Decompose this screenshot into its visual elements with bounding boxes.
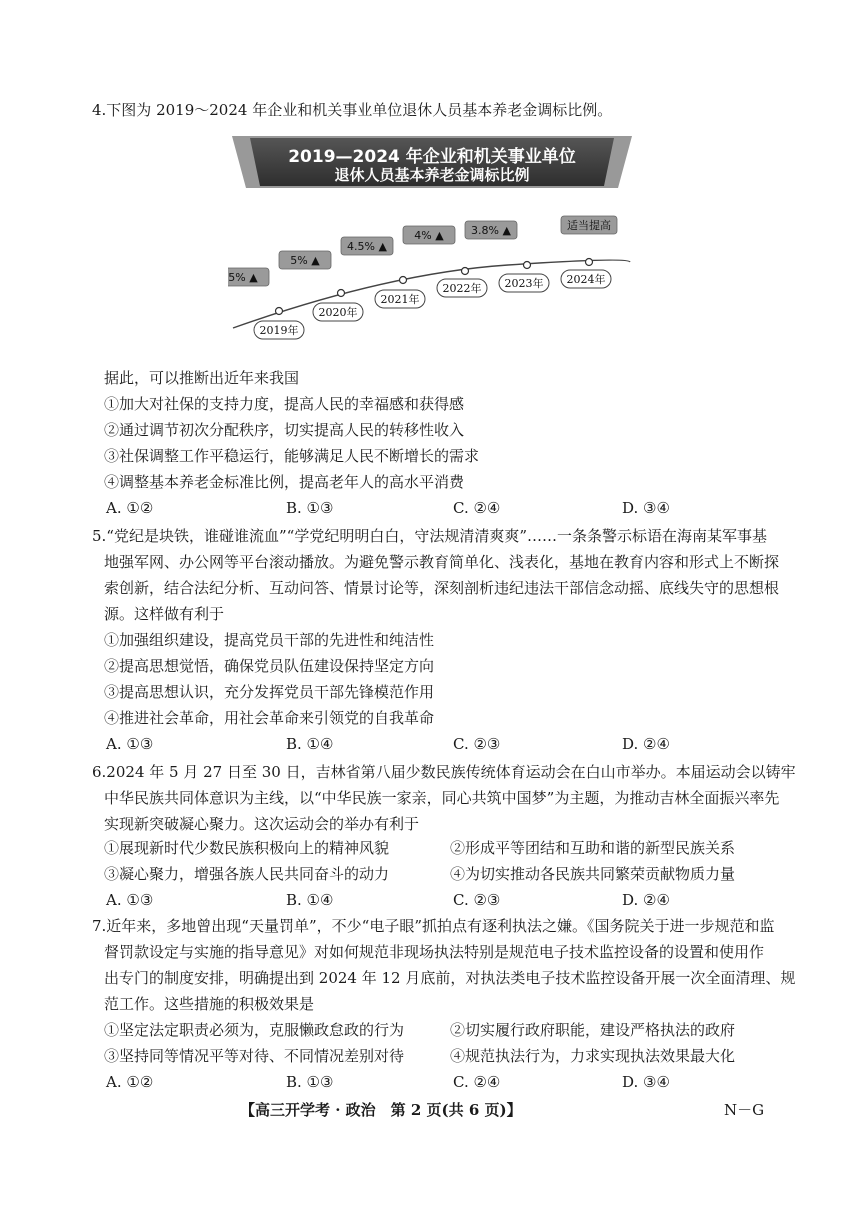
q5-option-c[interactable]: C. ②③ <box>453 735 501 753</box>
q6-line-2: 中华民族共同体意识为主线，以“中华民族一家亲，同心共筑中国梦”为主题，为推动吉林全面振兴率先 <box>104 789 780 807</box>
value-label-2: 4.5% ▲ <box>347 240 387 253</box>
q6-option-a[interactable]: A. ①③ <box>106 891 154 909</box>
q6-option-d[interactable]: D. ②④ <box>622 891 670 909</box>
q5-line-2: 地强军网、办公网等平台滚动播放。为避免警示教育简单化、浅表化，基地在教育内容和形式上不断探 <box>104 553 780 571</box>
year-label-5: 2024年 <box>566 273 606 286</box>
q7-line-1: 7.近年来，多地曾出现“天量罚单”，不少“电子眼”抓拍点有逐利执法之嫌。《国务院关于进一步规范和监 <box>92 917 775 935</box>
q4-statement-3: ③社保调整工作平稳运行，能够满足人民不断增长的需求 <box>104 447 480 465</box>
q6-statement-1: ①展现新时代少数民族积极向上的精神风貌 <box>104 839 390 857</box>
q5-line-1: 5.“党纪是块铁，谁碰谁流血”“学党纪明明白白，守法规清清爽爽”……一条条警示标语在海南某军事基 <box>92 527 767 545</box>
q7-line-4: 范工作。这些措施的积极效果是 <box>104 995 315 1013</box>
chart-title-line-2: 退休人员基本养老金调标比例 <box>334 166 530 184</box>
q5-option-d[interactable]: D. ②④ <box>622 735 670 753</box>
q7-option-c[interactable]: C. ②④ <box>453 1073 501 1091</box>
q4-statement-4: ④调整基本养老金标准比例，提高老年人的高水平消费 <box>104 473 465 491</box>
q5-statement-2: ②提高思想觉悟，确保党员队伍建设保持坚定方向 <box>104 657 435 675</box>
chart-title-line-1: 2019—2024 年企业和机关事业单位 <box>288 147 576 167</box>
q4-option-c[interactable]: C. ②④ <box>453 499 501 517</box>
q6-statement-2: ②形成平等团结和互助和谐的新型民族关系 <box>450 839 736 857</box>
chart-title-banner <box>232 136 632 188</box>
q4-statement-1: ①加大对社保的支持力度，提高人民的幸福感和获得感 <box>104 395 465 413</box>
q5-line-4: 源。这样做有利于 <box>104 605 225 623</box>
q4-statement-2: ②通过调节初次分配秩序，切实提高人民的转移性收入 <box>104 421 465 439</box>
q5-statement-1: ①加强组织建设，提高党员干部的先进性和纯洁性 <box>104 631 435 649</box>
q7-statement-4: ④规范执法行为，力求实现执法效果最大化 <box>450 1047 736 1065</box>
value-label-4: 3.8% ▲ <box>471 224 511 237</box>
q5-line-3: 索创新，结合法纪分析、互动问答、情景讨论等，深刻剖析违纪违法干部信念动摇、底线失守的思想根 <box>104 579 780 597</box>
q7-statement-1: ①坚定法定职责必须为，克服懒政怠政的行为 <box>104 1021 405 1039</box>
q5-statement-3: ③提高思想认识，充分发挥党员干部先锋模范作用 <box>104 683 435 701</box>
data-point-2 <box>400 277 407 284</box>
q6-line-1: 6.2024 年 5 月 27 日至 30 日，吉林省第八届少数民族传统体育运动会在白山市举办。本届运动会以铸牢 <box>92 763 796 781</box>
year-label-3: 2022年 <box>442 282 482 295</box>
data-point-4 <box>524 262 531 269</box>
data-point-5 <box>586 259 593 266</box>
data-point-0 <box>276 308 283 315</box>
q4-option-a[interactable]: A. ①② <box>106 499 154 517</box>
data-point-3 <box>462 268 469 275</box>
data-point-1 <box>338 290 345 297</box>
q4-lead: 据此，可以推断出近年来我国 <box>104 369 300 387</box>
pension-chart <box>228 205 648 355</box>
value-label-1: 5% ▲ <box>290 254 320 267</box>
year-label-4: 2023年 <box>504 277 544 290</box>
q6-statement-3: ③凝心聚力，增强各族人民共同奋斗的动力 <box>104 865 390 883</box>
q6-line-3: 实现新突破凝心聚力。这次运动会的举办有利于 <box>104 815 420 833</box>
q7-statement-3: ③坚持同等情况平等对待、不同情况差别对待 <box>104 1047 405 1065</box>
q6-option-b[interactable]: B. ①④ <box>286 891 334 909</box>
value-label-5: 适当提高 <box>567 219 611 232</box>
q5-statement-4: ④推进社会革命，用社会革命来引领党的自我革命 <box>104 709 435 727</box>
q7-line-2: 督罚款设定与实施的指导意见》对如何规范非现场执法特别是规范电子技术监控设备的设置和使用作 <box>104 943 765 961</box>
q7-option-b[interactable]: B. ①③ <box>286 1073 334 1091</box>
q7-line-3: 出专门的制度安排，明确提出到 2024 年 12 月底前，对执法类电子技术监控设备开展一次全面清理、规 <box>104 969 796 987</box>
q7-option-a[interactable]: A. ①② <box>106 1073 154 1091</box>
q4-stem: 4.下图为 2019～2024 年企业和机关事业单位退休人员基本养老金调标比例。 <box>92 101 613 119</box>
year-label-0: 2019年 <box>259 324 299 337</box>
q5-option-b[interactable]: B. ①④ <box>286 735 334 753</box>
page-footer: 【高三开学考 · 政治 第 2 页(共 6 页)】 <box>240 1101 522 1119</box>
q4-option-b[interactable]: B. ①③ <box>286 499 334 517</box>
q6-statement-4: ④为切实推动各民族共同繁荣贡献物质力量 <box>450 865 736 883</box>
q7-statement-2: ②切实履行政府职能，建设严格执法的政府 <box>450 1021 736 1039</box>
q4-option-d[interactable]: D. ③④ <box>622 499 670 517</box>
year-label-1: 2020年 <box>318 306 358 319</box>
q6-option-c[interactable]: C. ②③ <box>453 891 501 909</box>
value-label-0: 5% ▲ <box>228 271 258 284</box>
q5-option-a[interactable]: A. ①③ <box>106 735 154 753</box>
q7-option-d[interactable]: D. ③④ <box>622 1073 670 1091</box>
page-code: N－G <box>724 1101 765 1119</box>
value-label-3: 4% ▲ <box>414 229 444 242</box>
year-label-2: 2021年 <box>380 293 420 306</box>
